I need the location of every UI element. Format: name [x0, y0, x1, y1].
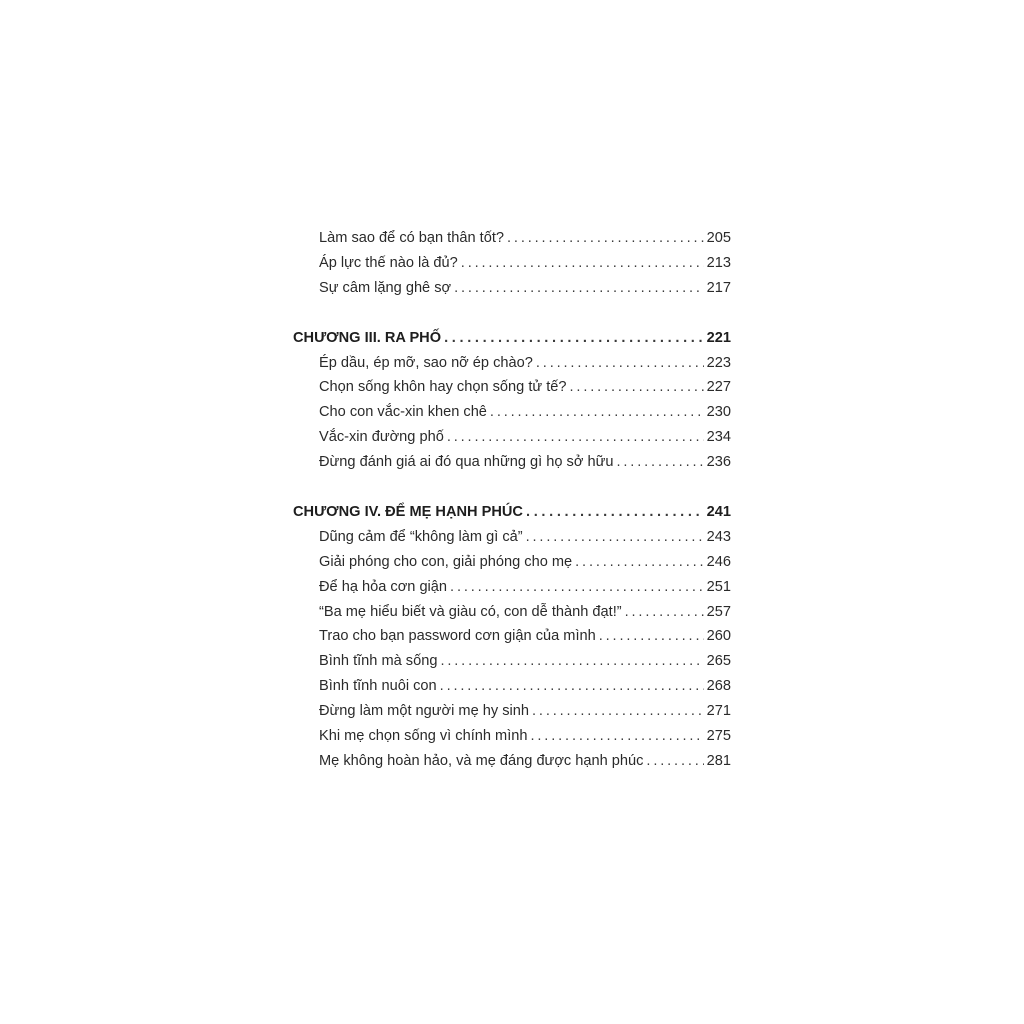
toc-entry — [293, 450, 731, 475]
chapter-title: CHƯƠNG IV. ĐỂ MẸ HẠNH PHÚC — [293, 504, 523, 521]
toc-entry-page: 246 — [706, 553, 731, 570]
toc-entry-page: 205 — [706, 230, 731, 246]
dot-leader — [507, 226, 704, 251]
toc-entry — [293, 375, 731, 400]
toc-entry-title: Bình tĩnh mà sống — [319, 653, 438, 670]
toc-entry-page: 271 — [706, 703, 731, 720]
toc-entry-title: “Ba mẹ hiểu biết và giàu có, con dễ thành đạt!” — [319, 603, 622, 620]
toc-entry-page: 265 — [706, 653, 731, 670]
toc-entry-title: Làm sao để có bạn thân tốt? — [319, 230, 504, 246]
toc-entry-page: 213 — [706, 254, 731, 271]
dot-leader — [447, 425, 704, 450]
toc-entry-title: Mẹ không hoàn hảo, và mẹ đáng được hạnh phúc — [319, 752, 644, 769]
toc-entry — [293, 400, 731, 425]
dot-leader — [526, 500, 704, 525]
toc-entry — [293, 600, 731, 625]
dot-leader — [599, 624, 704, 649]
dot-leader — [440, 649, 703, 674]
toc-entry-page: 251 — [706, 578, 731, 595]
dot-leader — [625, 600, 704, 625]
toc-section — [293, 326, 731, 475]
toc-entry-title: Chọn sống khôn hay chọn sống tử tế? — [319, 379, 567, 396]
toc-entry-page: 217 — [706, 279, 731, 296]
toc-entry-page: 234 — [706, 429, 731, 446]
toc-section — [293, 500, 731, 774]
toc-entry-title: Áp lực thế nào là đủ? — [319, 254, 458, 271]
toc-entry-page: 260 — [706, 628, 731, 645]
toc-entry — [293, 425, 731, 450]
toc-entry-title: Trao cho bạn password cơn giận của mình — [319, 628, 596, 645]
toc-entry — [293, 674, 731, 699]
dot-leader — [444, 326, 704, 351]
chapter-page: 241 — [706, 504, 731, 521]
toc-entry-title: Đừng đánh giá ai đó qua những gì họ sở hữu — [319, 454, 614, 471]
dot-leader — [526, 525, 704, 550]
toc-entry-page: 257 — [706, 603, 731, 620]
toc-entry-page: 230 — [706, 404, 731, 421]
dot-leader — [461, 251, 704, 276]
dot-leader — [454, 276, 704, 301]
toc-entry-page: 281 — [706, 752, 731, 769]
dot-leader — [490, 400, 704, 425]
toc-entry-page: 275 — [706, 728, 731, 745]
chapter-heading — [293, 500, 731, 525]
toc-entry-title: Khi mẹ chọn sống vì chính mình — [319, 728, 528, 745]
dot-leader — [616, 450, 703, 475]
dot-leader — [536, 351, 704, 376]
toc-entry-page: 236 — [706, 454, 731, 471]
chapter-page: 221 — [706, 329, 731, 346]
toc-entry — [293, 226, 731, 251]
dot-leader — [440, 674, 704, 699]
toc-entry — [293, 649, 731, 674]
toc-entry-title: Sự câm lặng ghê sợ — [319, 279, 452, 296]
toc-entry-title: Vắc-xin đường phố — [319, 429, 444, 446]
toc-entry-title: Giải phóng cho con, giải phóng cho mẹ — [319, 553, 573, 570]
dot-leader — [570, 375, 704, 400]
toc-entry — [293, 724, 731, 749]
toc-entry-page: 268 — [706, 678, 731, 695]
dot-leader — [532, 699, 704, 724]
toc-entry — [293, 624, 731, 649]
toc-entry-title: Bình tĩnh nuôi con — [319, 678, 437, 695]
dot-leader — [646, 749, 703, 774]
toc-entry-title: Cho con vắc-xin khen chê — [319, 404, 487, 421]
toc-entry-title: Để hạ hỏa cơn giận — [319, 578, 448, 595]
chapter-heading — [293, 326, 731, 351]
dot-leader — [530, 724, 703, 749]
toc-entry-title: Dũng cảm để “không làm gì cả” — [319, 528, 523, 545]
toc-section — [293, 226, 731, 301]
toc-entry — [293, 575, 731, 600]
toc-entry — [293, 550, 731, 575]
toc-entry — [293, 351, 731, 376]
dot-leader — [575, 550, 704, 575]
toc-entry-page: 243 — [706, 528, 731, 545]
toc-entry — [293, 699, 731, 724]
toc-entry — [293, 749, 731, 774]
toc-entry — [293, 276, 731, 301]
toc-entry-page: 223 — [706, 354, 731, 371]
toc-entry — [293, 251, 731, 276]
dot-leader — [450, 575, 704, 600]
toc-entry-page: 227 — [706, 379, 731, 396]
toc-entry-title: Đừng làm một người mẹ hy sinh — [319, 703, 529, 720]
table-of-contents — [293, 226, 731, 774]
toc-entry — [293, 525, 731, 550]
toc-entry-title: Ép dầu, ép mỡ, sao nỡ ép chào? — [319, 354, 533, 371]
chapter-title: CHƯƠNG III. RA PHỐ — [293, 329, 442, 346]
